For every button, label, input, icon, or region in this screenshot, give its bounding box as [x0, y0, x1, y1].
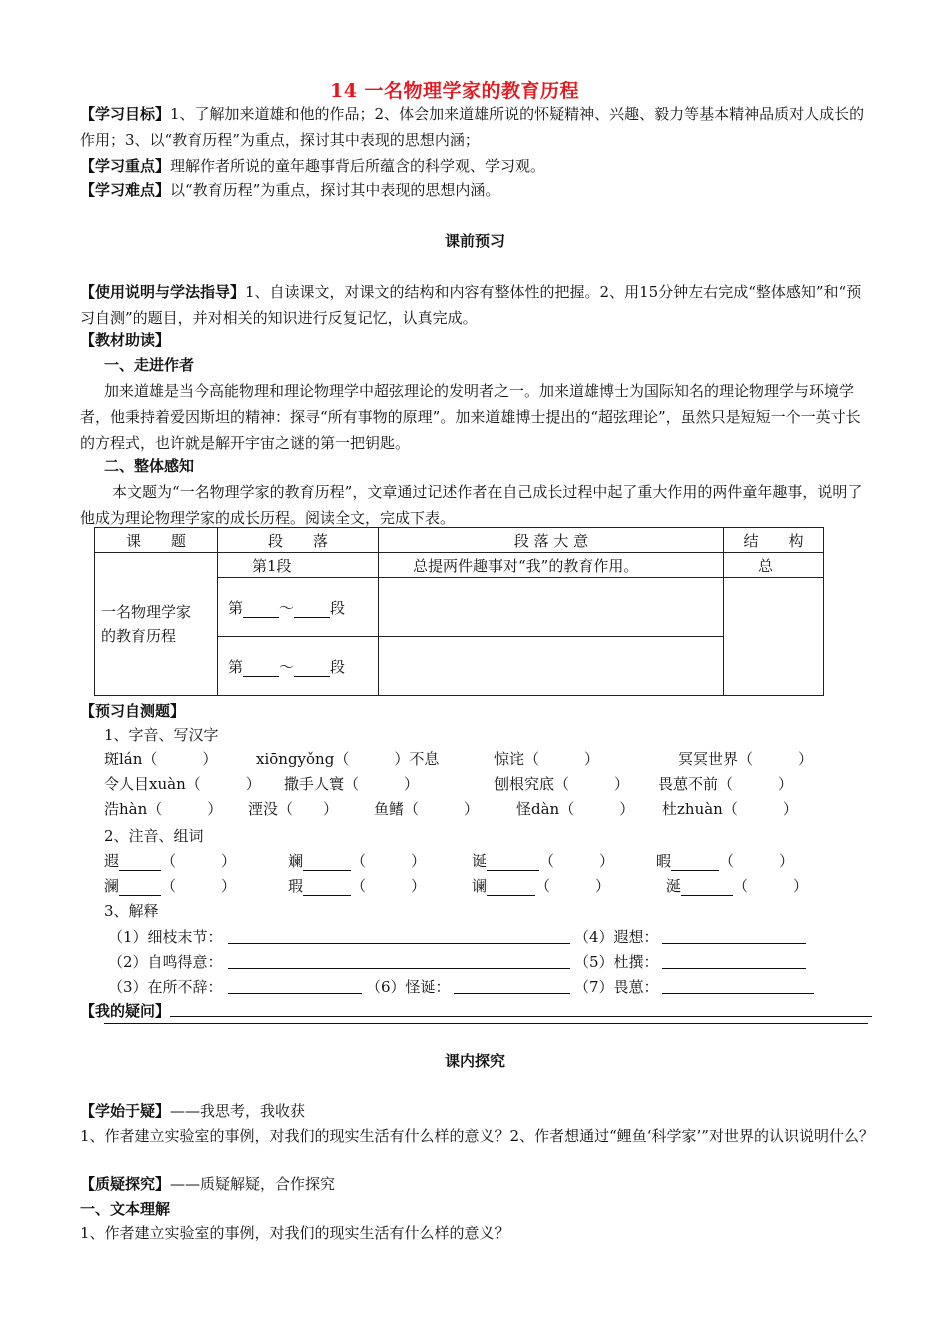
- row2-paragraph[interactable]: 第 ～ 段: [218, 578, 379, 637]
- q1-item: 刨根究底（ ）: [494, 775, 630, 793]
- textbook-label: 【教材助读】: [80, 331, 171, 349]
- page-title: 14 一名物理学家的教育历程: [330, 80, 580, 102]
- header-paragraph: 段 落: [218, 528, 379, 553]
- q3-heading: 3、解释: [104, 902, 159, 920]
- difficulty-text: 以“教育历程”为重点，探讨其中表现的思想内涵。: [170, 181, 501, 199]
- q1-item: 令人目xuàn（ ）: [104, 775, 261, 793]
- preview-heading: 课前预习: [444, 232, 505, 250]
- inquiry-line: [80, 1173, 335, 1194]
- structure-blank[interactable]: [724, 578, 824, 696]
- focus-label: 【学习重点】: [80, 157, 171, 175]
- q1-item: xiōngyǒng（ ）不息: [256, 750, 440, 768]
- q1-heading: 1、字音、写汉字: [104, 726, 219, 744]
- topic-line-1: 一名物理学家: [101, 603, 192, 621]
- inclass-heading: 课内探究: [444, 1052, 505, 1070]
- q2-item: 斓 （ ）: [288, 852, 427, 870]
- goals-label: 【学习目标】: [80, 105, 171, 123]
- text-understanding-heading: 一、文本理解: [80, 1200, 171, 1218]
- instructions-text: 1、自读课文，对课文的结构和内容有整体性的把握。2、用15分钟左右完成“整体感知”和“预习自测”的题目，并对相关的知识进行反复记忆，认真完成。: [80, 283, 862, 327]
- q1-item: 撒手人寰（ ）: [284, 775, 420, 793]
- q1-item: 浩hàn（ ）: [104, 800, 223, 818]
- difficulty-label: 【学习难点】: [80, 181, 171, 199]
- q1-item: 畏葸不前（ ）: [658, 775, 794, 793]
- q2-heading: 2、注音、组词: [104, 827, 204, 845]
- final-question: 1、作者建立实验室的事例，对我们的现实生活有什么样的意义？: [80, 1224, 510, 1242]
- q1-item: 冥冥世界（ ）: [678, 750, 814, 768]
- topic-cell: [95, 553, 218, 696]
- instructions: [80, 279, 875, 331]
- row3-meaning[interactable]: [379, 637, 724, 696]
- structure-table: [94, 527, 824, 696]
- learning-goals: [80, 101, 875, 153]
- q1-item: 怪dàn（ ）: [516, 800, 635, 818]
- inquiry-label: 【质疑探究】: [80, 1175, 171, 1193]
- q2-item: 谰 （ ）: [472, 877, 611, 895]
- header-structure: 结 构: [724, 528, 824, 553]
- instructions-label: 【使用说明与学法指导】: [80, 283, 246, 301]
- q2-item: 暇 （ ）: [656, 852, 795, 870]
- q1-item: 鱼鳍（ ）: [374, 800, 480, 818]
- author-text: 加来道雄是当今高能物理和理论物理学中超弦理论的发明者之一。加来道雄博士为国际知名的理论物理学与环境学者，他秉持着爱因斯坦的精神：探寻“所有事物的原理”。加来道雄博士提出的“超弦理论”，虽然只是短短一个一英寸长的方程式，也许就是解开宇宙之谜的第一把钥匙。: [80, 382, 861, 452]
- topic-line-2: 的教育历程: [101, 627, 177, 645]
- header-meaning: 段 落 大 意: [379, 528, 724, 553]
- q1-item: 斑lán（ ）: [104, 750, 218, 768]
- q2-item: 诞 （ ）: [472, 852, 615, 870]
- overall-text: 本文题为“一名物理学家的教育历程”，文章通过记述作者在自己成长过程中起了重大作用的两件童年趣事，说明了他成为理论物理学家的成长历程。阅读全文，完成下表。: [80, 483, 863, 527]
- row1-structure: 总: [724, 553, 824, 578]
- learning-difficulty: [80, 177, 875, 203]
- q2-item: 涎 （ ）: [666, 877, 809, 895]
- q1-item: 杜zhuàn（ ）: [662, 800, 798, 818]
- overall-heading: 二、整体感知: [104, 457, 195, 475]
- doubt-label: 【我的疑问】: [80, 1002, 171, 1020]
- q1-item: 湮没（ ）: [248, 800, 339, 818]
- row2-meaning[interactable]: [379, 578, 724, 637]
- inquiry-text: ——质疑解疑，合作探究: [170, 1175, 336, 1193]
- learn-questions: 1、作者建立实验室的事例，对我们的现实生活有什么样的意义？2、作者想通过“鲤鱼‘科学家’”对世界的认识说明什么？: [80, 1127, 874, 1145]
- q2-item: 遐 （ ）: [104, 852, 237, 870]
- header-topic: 课 题: [95, 528, 218, 553]
- row3-paragraph[interactable]: 第 ～ 段: [218, 637, 379, 696]
- row1-meaning: 总提两件趣事对“我”的教育作用。: [379, 553, 724, 578]
- q2-item: 瑕 （ ）: [288, 877, 427, 895]
- row1-paragraph: 第1段: [218, 553, 379, 578]
- q2-item: 澜 （ ）: [104, 877, 237, 895]
- doubt-line-2[interactable]: [104, 1023, 868, 1024]
- goals-text: 1、了解加来道雄和他的作品；2、体会加来道雄所说的怀疑精神、兴趣、毅力等基本精神品质对人成长的作用；3、以“教育历程”为重点，探讨其中表现的思想内涵；: [80, 105, 865, 149]
- learn-line: [80, 1100, 305, 1121]
- author-heading: 一、走进作者: [104, 356, 195, 374]
- doubt-line-1[interactable]: [170, 1016, 872, 1017]
- focus-text: 理解作者所说的童年趣事背后所蕴含的科学观、学习观。: [170, 157, 546, 175]
- learn-text: ——我思考，我收获: [170, 1102, 306, 1120]
- selftest-label: 【预习自测题】: [80, 702, 186, 720]
- learning-focus: [80, 153, 875, 179]
- q1-item: 惊诧（ ）: [494, 750, 600, 768]
- learn-label: 【学始于疑】: [80, 1102, 171, 1120]
